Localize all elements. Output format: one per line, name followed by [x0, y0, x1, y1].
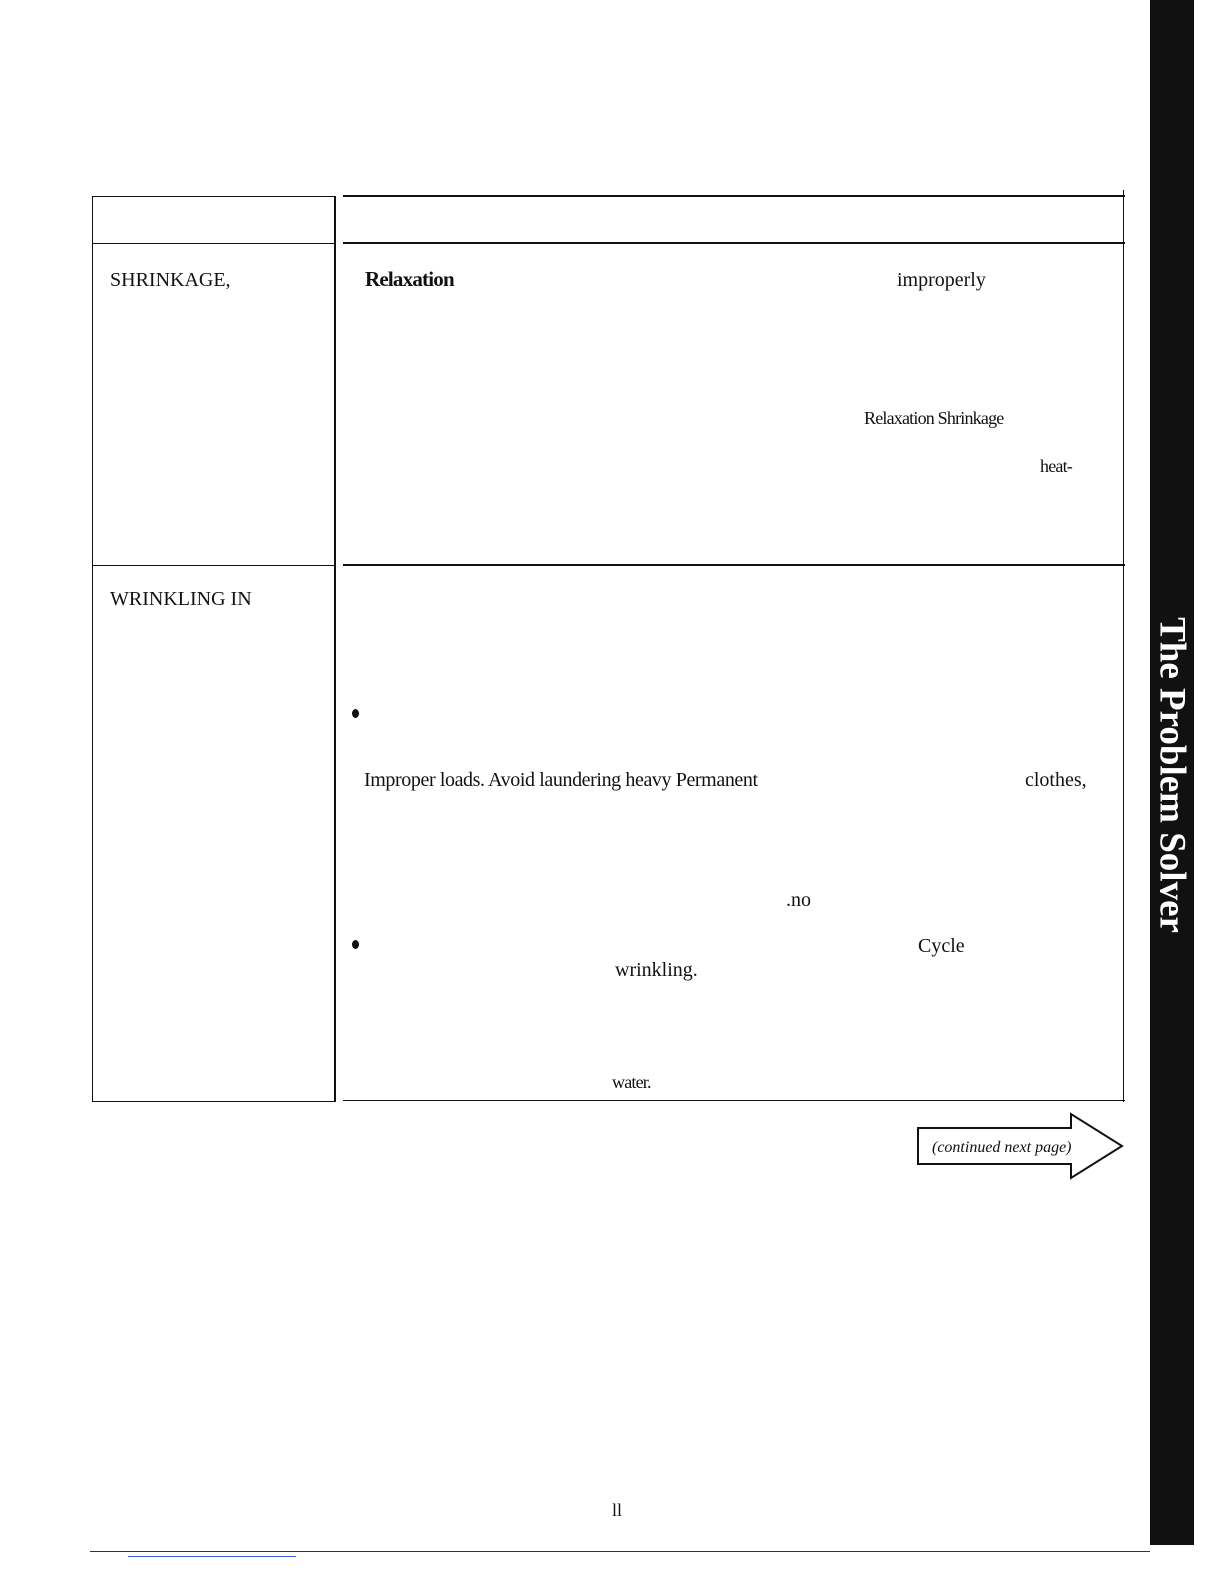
table-bottom-border-left — [92, 1101, 335, 1102]
footer-rule — [90, 1551, 1150, 1552]
bullet-dot — [352, 709, 359, 718]
header-divider-left — [92, 243, 335, 244]
table-top-border-left — [92, 196, 335, 197]
fragment-wrinkling: wrinkling. — [615, 959, 698, 981]
table-right-border — [1123, 190, 1124, 1102]
fragment-improper-loads: Improper loads. Avoid laundering heavy Permanent — [364, 769, 758, 791]
header-divider-right — [343, 242, 1125, 244]
fragment-relaxation-shrinkage: Relaxation Shrinkage — [864, 408, 1004, 428]
fragment-improperly: improperly — [897, 269, 986, 291]
fragment-water: water. — [612, 1072, 651, 1092]
fragment-clothes: clothes, — [1025, 769, 1087, 791]
problem-shrinkage: SHRINKAGE, — [110, 269, 231, 291]
table-bottom-border-right — [343, 1100, 1125, 1101]
fragment-no: .no — [786, 889, 811, 911]
fragment-cycle: Cycle — [918, 935, 965, 957]
table-left-border — [92, 196, 93, 1102]
problem-wrinkling: WRINKLING IN — [110, 588, 252, 610]
footer-accent-line — [128, 1556, 296, 1557]
row-divider-left — [92, 565, 335, 566]
bullet-dot — [352, 940, 359, 949]
continued-next-page-label[interactable]: (continued next page) — [932, 1139, 1072, 1156]
table-top-border-right — [343, 195, 1125, 197]
table-column-divider — [334, 196, 336, 1102]
page-number: ll — [612, 1500, 623, 1520]
section-side-tab-title: The Problem Solver — [1151, 617, 1193, 933]
fragment-relaxation: Relaxation — [365, 267, 454, 291]
fragment-heat: heat- — [1040, 456, 1072, 476]
row-divider-right — [343, 564, 1125, 566]
